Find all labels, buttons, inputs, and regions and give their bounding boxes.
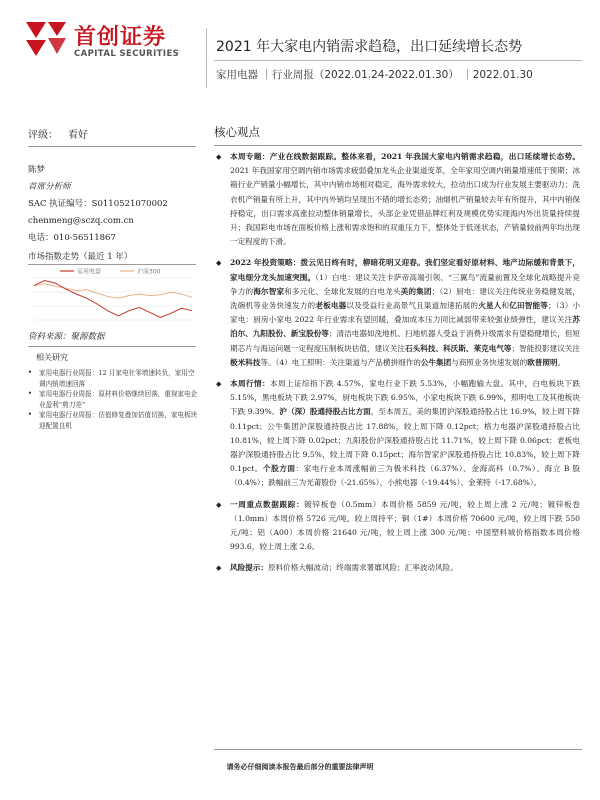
text-run: 。 xyxy=(557,357,566,367)
header-separator xyxy=(206,28,207,88)
chart-source: 资料来源：聚源数据 xyxy=(28,332,105,342)
related-research-list xyxy=(28,368,198,431)
bold-text-run: 老板电器 xyxy=(315,301,347,311)
bold-text-run: 苏泊尔、九阳股份、新宝股份等 xyxy=(230,315,580,339)
related-research-item[interactable] xyxy=(28,410,198,431)
bold-text-run: 沪（深）股通持股占比方面 xyxy=(279,407,371,417)
analyst-email[interactable]: chenmeng@sczq.com.cn xyxy=(28,216,134,226)
bold-text-run: 本周专题：产业在线数据跟踪。整体来看，2021 年我国大家电内销需求趋稳，出口延续增长态势。 xyxy=(230,152,580,161)
core-paragraph xyxy=(214,377,580,491)
text-run: ：家电行业本周涨幅前三为极米科技（6.37%）、金海高科（0.7%）、海立 B 股（0.4%）；跌幅前三为光莆股份（-21.65%）、小熊电器（-19.44%）、金莱特（-17.68%）。 xyxy=(230,464,580,488)
bold-text-run: 海尔智家 xyxy=(253,286,285,296)
bold-text-run: 风险提示： xyxy=(230,563,268,573)
text-run: 等。（4）电工照明：关注渠道与产品横拼细作的 xyxy=(260,357,421,367)
text-run: 本周上证综指下跌 4.57%，家电行业下跌 5.53%，小幅跑输大盘。其中，白电板块下跌 5.15%，黑电板块下跌 2.97%，厨电板块下跌 6.95%，小家电板块下跌 6.99%，照明电工及其他板块下跌 9.39%。 xyxy=(230,379,580,417)
bullet-icon: • xyxy=(28,411,32,418)
text-run: ；清洁电器如洗地机、扫地机器人受益于消费升级需求有望稳健增长，但短期芯片与海运问题一定程度压制板块估值，建议关注 xyxy=(230,329,581,353)
analyst-name: 陈梦 xyxy=(28,165,46,175)
core-views-body xyxy=(214,150,580,576)
diamond-bullet-icon: ◆ xyxy=(216,153,222,161)
bold-text-run: 石头科技、科沃斯、莱克电气等 xyxy=(405,343,512,353)
chart-title-divider xyxy=(28,264,196,265)
bold-text-run: 极米科技 xyxy=(230,357,261,367)
bold-text-run: 个股方面 xyxy=(262,464,296,474)
rating-divider xyxy=(28,146,196,147)
text-run: 和 xyxy=(501,301,510,311)
diamond-bullet-icon: ◆ xyxy=(216,259,222,268)
title-divider xyxy=(214,60,582,61)
logo-mark-icon xyxy=(22,18,68,58)
text-run: 和多元化、全球化发展的白电龙头 xyxy=(284,286,401,296)
related-research-text: 家用电器行业周报：12 月家电社零增速转负，家用空调内销增速回落 xyxy=(39,369,195,388)
analyst-role: 首席分析师 xyxy=(28,182,71,192)
chart-title: 市场指数走势（最近 1 年） xyxy=(28,252,133,262)
bold-text-run: 2022 年投资策略：拨云见日终有时，柳暗花明又迎春。我们坚定看好原材料、地产边际缓和背景下，家电细分龙头加速突围。 xyxy=(230,258,580,282)
text-run: ；智能投影建议关注 xyxy=(511,343,581,353)
diamond-bullet-icon: ◆ xyxy=(216,564,222,573)
company-logo xyxy=(22,16,202,76)
core-views-title: 核心观点 xyxy=(214,125,260,139)
bold-text-run: 本周行情： xyxy=(230,379,270,389)
related-research-text: 家用电器行业周报：原材料价格继续回落，重视家电企业盈利“剪刀差” xyxy=(39,390,198,409)
related-research-item[interactable] xyxy=(28,389,198,410)
analyst-phone: 电话：010-56511867 xyxy=(28,233,116,243)
core-paragraph xyxy=(214,498,580,555)
text-run: ，至本周五，美的集团沪深股通持股占比 16.9%，较上周下降 0.11pct；公牛集团沪深股通持股占比 17.88%，较上周下降 0.12pct；格力电器沪深股通持股占比 10.81%，较上周下降 0.02pct；九阳股份沪深股通持股占比 11.71%，较上周下降 0.06pct；老板电器沪深股通持股占比 9.5%，较上周下降 0.15pct；海尔智家沪深股通持股占比 10.83%，较上周下降 0.1pct。 xyxy=(230,407,580,474)
bold-text-run: 火星人 xyxy=(478,301,502,311)
text-run: 与商照业务快速发展的 xyxy=(451,357,528,367)
text-run: 原料价格大幅波动；终端需求署靡风险；汇率波动风险。 xyxy=(267,563,458,573)
market-index-chart xyxy=(28,266,198,324)
series-line xyxy=(34,284,192,298)
legend-label: 家用电器 xyxy=(77,268,102,276)
bold-text-run: 亿田智能等 xyxy=(509,301,548,311)
report-subtitle: 家用电器 ｜行业周报（2022.01.24-2022.01.30） ｜2022.01.30 xyxy=(216,69,533,81)
source-divider xyxy=(28,346,196,347)
related-research-item[interactable] xyxy=(28,368,198,389)
bottom-divider xyxy=(214,749,582,750)
bold-text-run: 欧普照明 xyxy=(527,357,558,367)
bullet-icon: • xyxy=(28,369,32,376)
core-paragraph xyxy=(214,256,580,370)
core-paragraph xyxy=(214,150,580,249)
series-line xyxy=(34,281,192,318)
report-title: 2021 年大家电内销需求趋稳，出口延续增长态势 xyxy=(216,39,523,55)
logo-chinese-name: 首创证券 xyxy=(74,25,167,50)
text-run: （1）白电：建议关注卡萨帝高端引领、“三翼鸟”流量前置及全球化战略提升竞争力的 xyxy=(230,272,581,296)
rating-value: 看好 xyxy=(68,130,88,141)
related-research-text: 家用电器行业周报：估值修复叠加估值切换，家电板块迎配置良机 xyxy=(39,411,198,430)
diamond-bullet-icon: ◆ xyxy=(216,500,222,509)
related-research-title: 相关研究 xyxy=(36,353,68,362)
legal-disclaimer-footer: 请务必仔细阅读本报告最后部分的重要法律声明 xyxy=(226,762,374,771)
legend-label: 沪深300 xyxy=(137,268,161,276)
text-run: ；（2）厨电：建议关注传统业务稳健发展，洗碗机等业务快速发力的 xyxy=(230,286,581,311)
bullet-icon: • xyxy=(28,390,32,397)
text-run: ；（3）小家电：厨房小家电 2022 年行业需求有望回暖，叠加成本压力同比减弱带来较强业绩弹性，建议关注 xyxy=(230,301,581,325)
rating xyxy=(28,126,88,141)
logo-english-name: CAPITAL SECURITIES xyxy=(74,49,180,59)
core-views-divider xyxy=(214,145,582,146)
analyst-sac: SAC 执证编号：S0110521070002 xyxy=(28,199,168,209)
bold-text-run: 公牛集团 xyxy=(420,357,452,367)
text-run: 以及受益行业高景气且渠道加速拓展的 xyxy=(346,301,479,311)
bold-text-run: 美的集团 xyxy=(400,286,432,296)
text-run: 2021 年我国家用空调内销市场需求疲弱叠加龙头企业渠道变革，全年家用空调内销量增速低于预期；冰箱行业产销量小幅增长，其中内销市场相对稳定，海外需求较大，拉动出口成为行业发展主要驱动力；洗衣机产销量有所上升，其中内外销均呈现出不错的增长态势；油烟机产销量较去年有所提升，其中内销保持稳定，出口需求高涨拉动整体销量增长，头部企业凭借品牌红利及规模优势实现海内外出货量持续提升；我国彩电市场在面板价格上涨和需求饱和的双重压力下，整体处于低迷状态，产销量较前两年均出现一定程度的下滑。 xyxy=(230,166,580,247)
rating-label: 评级： xyxy=(28,130,58,141)
text-run: 镀锌板卷（0.5mm）本周价格 5859 元/吨，较上周上涨 2 元/吨；镀锌板卷（1.0mm）本周价格 5726 元/吨，较上周持平；铜（1#）本周价格 70600 元/吨，较上周下跌 550 元/吨；铝（A00）本周价格 21640 元/吨，较上周上涨 300 元/吨；中国塑料城价格指数本周价格 993.6，较上周上涨 2.6。 xyxy=(230,499,581,552)
core-paragraph xyxy=(214,561,580,575)
diamond-bullet-icon: ◆ xyxy=(216,380,222,389)
bold-text-run: 一周重点数据跟踪： xyxy=(230,499,305,509)
analyst-info xyxy=(28,162,168,247)
